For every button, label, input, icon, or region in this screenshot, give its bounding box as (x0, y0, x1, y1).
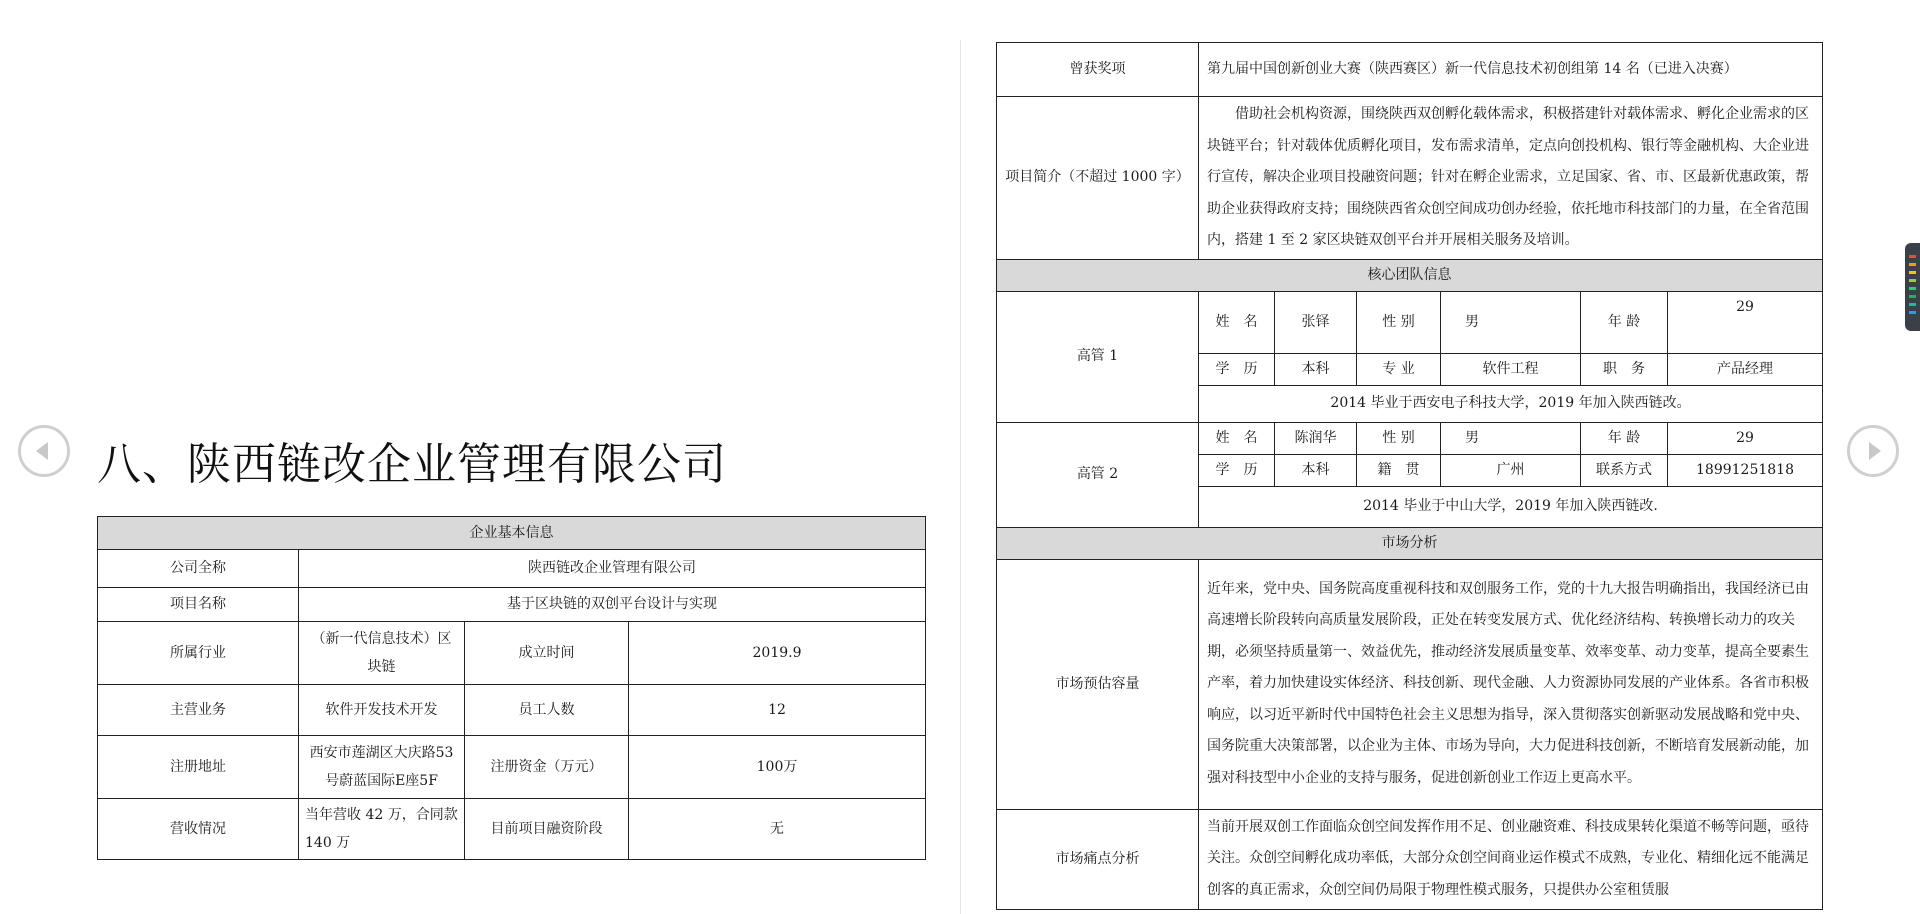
exec2-edu: 本科 (1275, 454, 1357, 486)
award-value: 第九届中国创新创业大赛（陕西赛区）新一代信息技术初创组第 14 名（已进入决赛） (1199, 43, 1823, 97)
market-capacity-label: 市场预估容量 (997, 559, 1199, 809)
revenue-label: 营收情况 (98, 799, 299, 860)
project-name-label: 项目名称 (98, 588, 299, 622)
exec2-name: 陈润华 (1275, 422, 1357, 454)
exec1-major-label: 专 业 (1357, 353, 1441, 385)
staff-value: 12 (629, 685, 926, 736)
intro-text: 借助社会机构资源，围绕陕西双创孵化载体需求，积极搭建针对载体需求、孵化企业需求的区块链平台；针对载体优质孵化项目，发布需求清单，定点向创投机构、银行等金融机构、大企业进行宣传，解决企业项目投融资问题；针对在孵企业需求，立足国家、省、市、区最新优惠政策，帮助企业获得政府支持；围绕陕西省众创空间成功创办经验，依托地市科技部门的力量，在全省范围内，搭建 1 至 2 家区块链双创平台并开展相关服务及培训。 (1199, 97, 1823, 260)
next-page-button[interactable] (1847, 425, 1899, 477)
previous-page-button[interactable] (18, 425, 70, 477)
exec1-name: 张铎 (1275, 291, 1357, 353)
page-divider (960, 40, 961, 914)
award-label: 曾获奖项 (997, 43, 1199, 97)
exec1-label: 高管 1 (997, 291, 1199, 422)
exec2-age-label: 年 龄 (1581, 422, 1668, 454)
exec2-contact: 18991251818 (1668, 454, 1823, 486)
section-header-market: 市场分析 (997, 527, 1823, 559)
intro-label: 项目简介（不超过 1000 字） (997, 97, 1199, 260)
exec2-age: 29 (1668, 422, 1823, 454)
exec1-age: 29 (1668, 291, 1823, 353)
capital-label: 注册资金（万元） (465, 736, 629, 799)
capital-value: 100万 (629, 736, 926, 799)
exec2-edu-label: 学 历 (1199, 454, 1275, 486)
revenue-value: 当年营收 42 万，合同款 140 万 (299, 799, 465, 860)
section-header-basic-info: 企业基本信息 (98, 517, 926, 550)
exec2-gender-label: 性 别 (1357, 422, 1441, 454)
section-header-team: 核心团队信息 (997, 259, 1823, 291)
business-label: 主营业务 (98, 685, 299, 736)
project-name-value: 基于区块链的双创平台设计与实现 (299, 588, 926, 622)
market-pain-label: 市场痛点分析 (997, 809, 1199, 909)
exec1-gender-label: 性 别 (1357, 291, 1441, 353)
financing-value: 无 (629, 799, 926, 860)
chevron-left-icon (21, 428, 67, 474)
exec1-edu-label: 学 历 (1199, 353, 1275, 385)
industry-label: 所属行业 (98, 622, 299, 685)
basic-info-table (97, 516, 926, 860)
exec1-age-label: 年 龄 (1581, 291, 1668, 353)
side-panel-handle[interactable] (1905, 243, 1920, 331)
address-label: 注册地址 (98, 736, 299, 799)
exec2-contact-label: 联系方式 (1581, 454, 1668, 486)
company-name-value: 陕西链改企业管理有限公司 (299, 550, 926, 588)
exec1-position-label: 职 务 (1581, 353, 1668, 385)
exec1-name-label: 姓 名 (1199, 291, 1275, 353)
project-detail-table (996, 42, 1823, 910)
address-value: 西安市莲湖区大庆路53号蔚蓝国际E座5F (299, 736, 465, 799)
exec1-bio: 2014 毕业于西安电子科技大学，2019 年加入陕西链改。 (1199, 385, 1823, 422)
market-capacity-text: 近年来，党中央、国务院高度重视科技和双创服务工作，党的十九大报告明确指出，我国经济已由高速增长阶段转向高质量发展阶段，正处在转变发展方式、优化经济结构、转换增长动力的攻关期，必须坚持质量第一、效益优先，推动经济发展质量变革、效率变革、动力变革，提高全要素生产率，着力加快建设实体经济、科技创新、现代金融、人力资源协同发展的产业体系。各省市积极响应，以习近平新时代中国特色社会主义思想为指导，深入贯彻落实创新驱动发展战略和党中央、国务院重大决策部署，以企业为主体、市场为导向，大力促进科技创新，不断培育发展新动能，加强对科技型中小企业的支持与服务，促进创新创业工作迈上更高水平。 (1199, 559, 1823, 809)
chevron-right-icon (1850, 428, 1896, 474)
exec2-label: 高管 2 (997, 422, 1199, 527)
exec1-edu: 本科 (1275, 353, 1357, 385)
business-value: 软件开发技术开发 (299, 685, 465, 736)
financing-label: 目前项目融资阶段 (465, 799, 629, 860)
exec1-position: 产品经理 (1668, 353, 1823, 385)
exec2-name-label: 姓 名 (1199, 422, 1275, 454)
exec2-bio: 2014 毕业于中山大学，2019 年加入陕西链改. (1199, 486, 1823, 527)
exec2-origin: 广州 (1441, 454, 1581, 486)
company-name-label: 公司全称 (98, 550, 299, 588)
founded-label: 成立时间 (465, 622, 629, 685)
founded-value: 2019.9 (629, 622, 926, 685)
market-pain-text: 当前开展双创工作面临众创空间发挥作用不足、创业融资难、科技成果转化渠道不畅等问题，亟待关注。众创空间孵化成功率低，大部分众创空间商业运作模式不成熟，专业化、精细化远不能满足创客的真正需求，众创空间仍局限于物理性模式服务，只提供办公室租赁服 (1199, 809, 1823, 909)
exec1-major: 软件工程 (1441, 353, 1581, 385)
industry-value: （新一代信息技术）区块链 (299, 622, 465, 685)
exec1-gender: 男 (1441, 291, 1581, 353)
exec2-gender: 男 (1441, 422, 1581, 454)
exec2-origin-label: 籍 贯 (1357, 454, 1441, 486)
staff-label: 员工人数 (465, 685, 629, 736)
page-title: 八、陕西链改企业管理有限公司 (97, 439, 727, 490)
